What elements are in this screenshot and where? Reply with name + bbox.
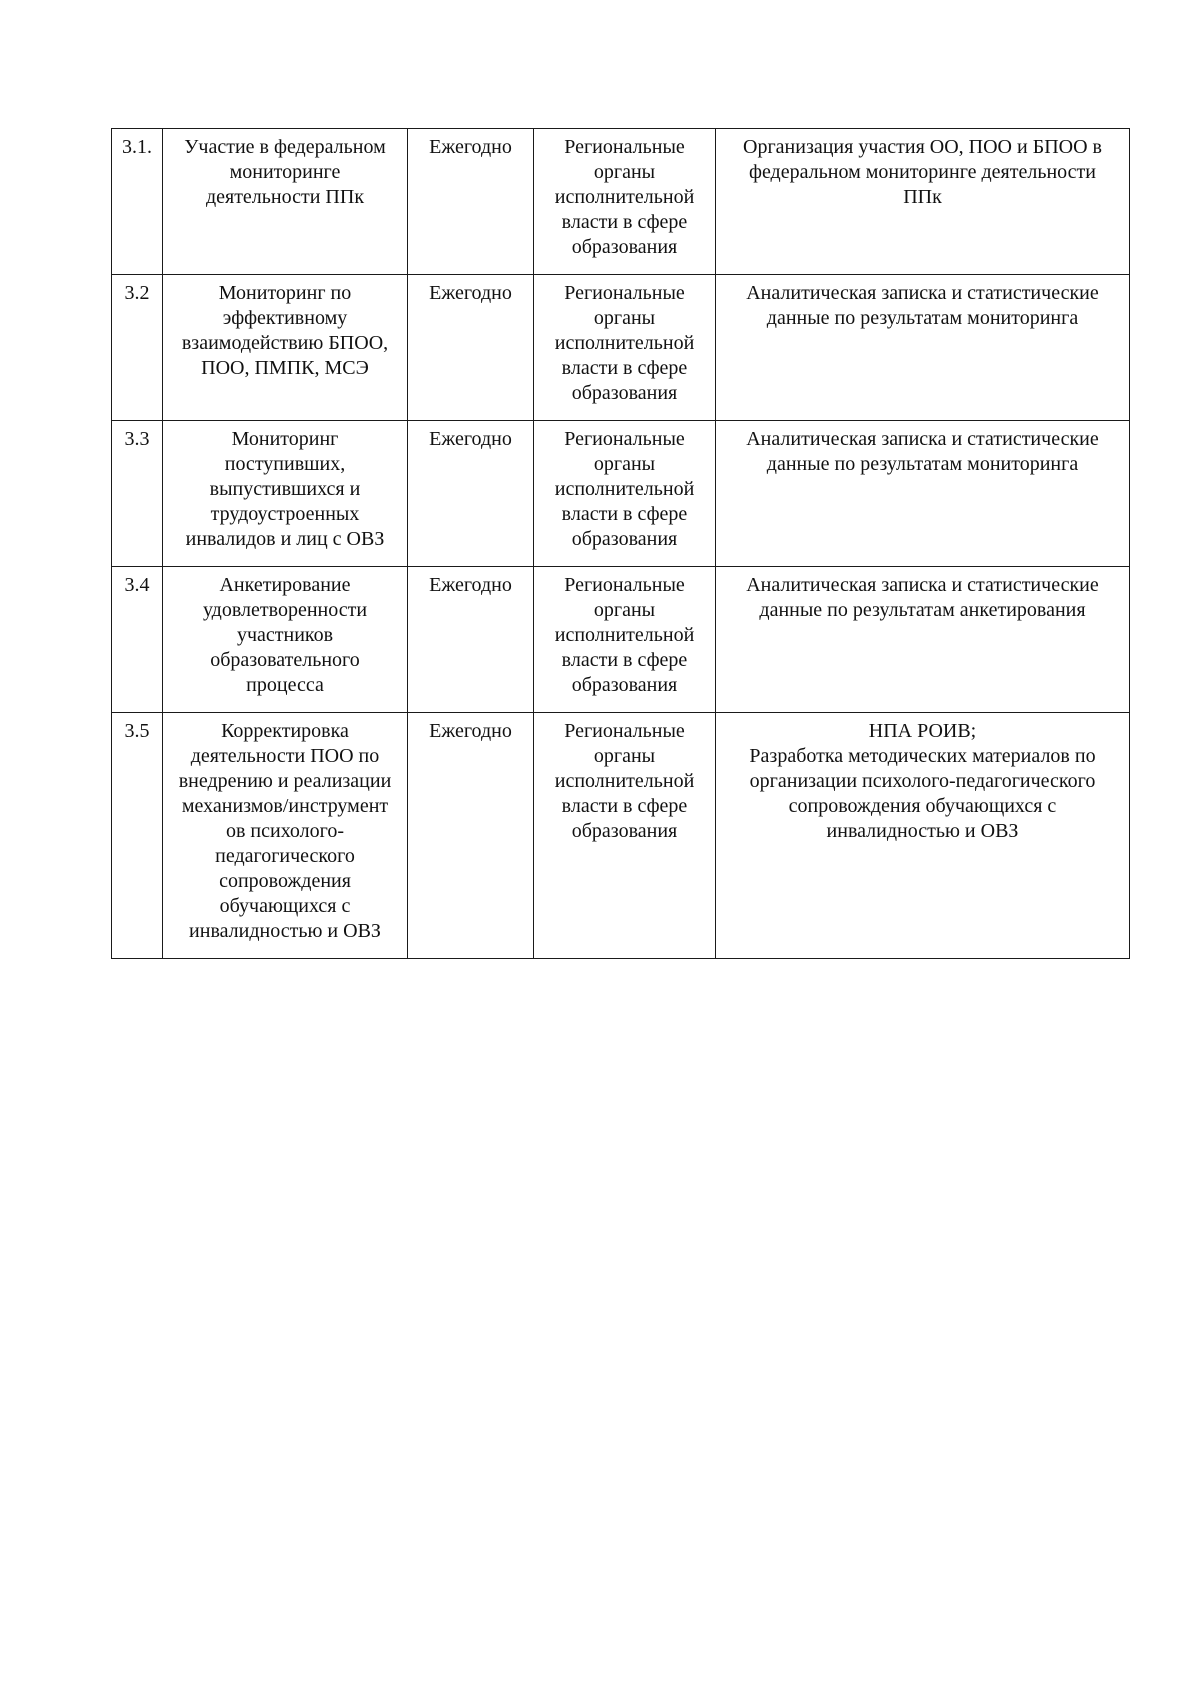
- event-line: Корректировка: [221, 720, 349, 742]
- responsible-line: органы: [593, 161, 656, 183]
- responsible-line: исполнительной: [554, 770, 695, 792]
- responsible-line: органы: [593, 599, 656, 621]
- event-line: Участие в федеральном: [184, 136, 386, 158]
- event-line: выпустившихся и: [209, 478, 361, 500]
- responsible-line: образования: [571, 674, 678, 696]
- responsible-line: Региональные: [564, 720, 685, 742]
- event-cell: [163, 567, 408, 713]
- event-line: Мониторинг по: [218, 282, 352, 304]
- responsible-line: власти в сфере: [561, 503, 688, 525]
- activities-table: [111, 128, 1130, 959]
- table-row: [112, 129, 1130, 275]
- result-line: Аналитическая записка и статистические: [746, 282, 1099, 304]
- result-cell: [716, 567, 1130, 713]
- result-line: Организация участия ОО, ПОО и БПОО в: [743, 136, 1102, 158]
- responsible-line: исполнительной: [554, 624, 695, 646]
- event-line: удовлетворенности: [202, 599, 368, 621]
- responsible-line: Региональные: [564, 428, 685, 450]
- event-cell: [163, 421, 408, 567]
- term-cell: Ежегодно: [408, 421, 534, 567]
- result-line: Разработка методических материалов по: [749, 745, 1096, 767]
- event-line: Мониторинг: [231, 428, 339, 450]
- result-line: федеральном мониторинге деятельности: [748, 161, 1096, 183]
- event-line: трудоустроенных: [210, 503, 360, 525]
- result-cell: [716, 129, 1130, 275]
- event-cell: [163, 713, 408, 959]
- result-line: данные по результатам анкетирования: [759, 599, 1086, 621]
- event-line: механизмов/инструмент: [181, 795, 389, 817]
- responsible-line: власти в сфере: [561, 211, 688, 233]
- responsible-cell: [534, 567, 716, 713]
- responsible-line: образования: [571, 820, 678, 842]
- responsible-cell: [534, 275, 716, 421]
- responsible-line: исполнительной: [554, 186, 695, 208]
- term-cell: Ежегодно: [408, 275, 534, 421]
- responsible-line: образования: [571, 528, 678, 550]
- result-line: данные по результатам мониторинга: [766, 453, 1079, 475]
- event-line: эффективному: [222, 307, 348, 329]
- row-number: 3.1.: [112, 129, 163, 275]
- table-row: [112, 713, 1130, 959]
- event-line: мониторинге: [229, 161, 341, 183]
- result-cell: [716, 713, 1130, 959]
- responsible-line: Региональные: [564, 282, 685, 304]
- term-cell: Ежегодно: [408, 713, 534, 959]
- event-cell: [163, 275, 408, 421]
- row-number: 3.4: [112, 567, 163, 713]
- responsible-line: органы: [593, 307, 656, 329]
- term-cell: Ежегодно: [408, 129, 534, 275]
- term-cell: Ежегодно: [408, 567, 534, 713]
- event-cell: [163, 129, 408, 275]
- row-number: 3.2: [112, 275, 163, 421]
- responsible-line: Региональные: [564, 136, 685, 158]
- result-line: инвалидностью и ОВЗ: [826, 820, 1019, 842]
- event-line: сопровождения: [219, 870, 351, 892]
- event-line: обучающихся с: [219, 895, 351, 917]
- responsible-line: образования: [571, 382, 678, 404]
- result-cell: [716, 275, 1130, 421]
- event-line: деятельности ППк: [205, 186, 365, 208]
- result-line: данные по результатам мониторинга: [766, 307, 1079, 329]
- event-line: инвалидностью и ОВЗ: [189, 920, 381, 942]
- row-number: 3.3: [112, 421, 163, 567]
- event-line: Анкетирование: [219, 574, 351, 596]
- responsible-line: органы: [593, 745, 656, 767]
- responsible-line: органы: [593, 453, 656, 475]
- responsible-line: власти в сфере: [561, 357, 688, 379]
- event-line: ов психолого-: [225, 820, 345, 842]
- event-line: деятельности ПОО по: [190, 745, 380, 767]
- event-line: поступивших,: [224, 453, 346, 475]
- result-line: организации психолого-педагогического: [749, 770, 1096, 792]
- result-line: сопровождения обучающихся с: [788, 795, 1057, 817]
- result-line: Аналитическая записка и статистические: [746, 574, 1099, 596]
- event-line: процесса: [246, 674, 324, 696]
- responsible-cell: [534, 129, 716, 275]
- responsible-line: исполнительной: [554, 478, 695, 500]
- responsible-cell: [534, 713, 716, 959]
- result-line: Аналитическая записка и статистические: [746, 428, 1099, 450]
- event-line: взаимодействию БПОО,: [181, 332, 389, 354]
- event-line: внедрению и реализации: [178, 770, 392, 792]
- responsible-line: власти в сфере: [561, 649, 688, 671]
- table-row: [112, 275, 1130, 421]
- responsible-line: власти в сфере: [561, 795, 688, 817]
- responsible-cell: [534, 421, 716, 567]
- result-line: ППк: [903, 186, 942, 208]
- table-row: [112, 421, 1130, 567]
- table-row: [112, 567, 1130, 713]
- event-line: инвалидов и лиц с ОВЗ: [185, 528, 385, 550]
- event-line: педагогического: [215, 845, 355, 867]
- responsible-line: образования: [571, 236, 678, 258]
- event-line: ПОО, ПМПК, МСЭ: [201, 357, 369, 379]
- event-line: образовательного: [210, 649, 360, 671]
- event-line: участников: [236, 624, 334, 646]
- result-cell: [716, 421, 1130, 567]
- result-line: НПА РОИВ;: [868, 720, 977, 742]
- row-number: 3.5: [112, 713, 163, 959]
- responsible-line: Региональные: [564, 574, 685, 596]
- responsible-line: исполнительной: [554, 332, 695, 354]
